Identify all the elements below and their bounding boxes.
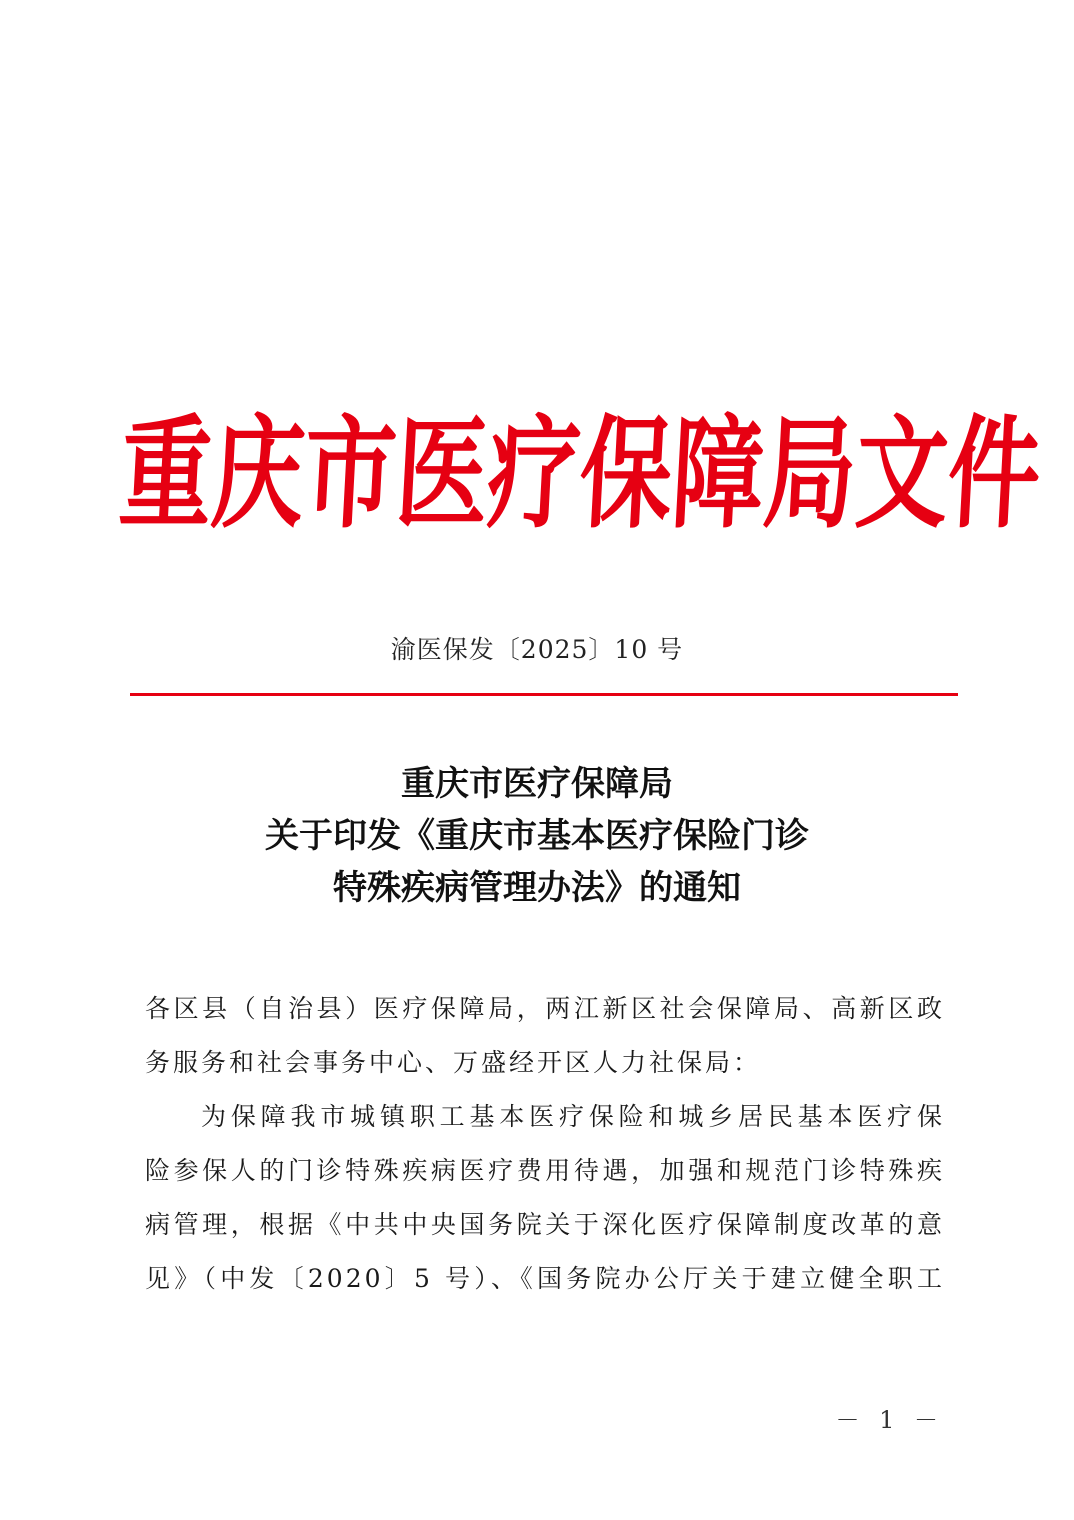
addressee-line: 务服务和社会事务中心、万盛经开区人力社保局： [145, 1048, 762, 1077]
masthead-char: 疗 [484, 403, 584, 545]
document-number: 渝医保发〔2025〕10 号 [390, 635, 684, 664]
paragraph-line: 见》（中发〔2020〕5 号）、《国务院办公厅关于建立健全职工 [145, 1264, 945, 1293]
page-number: － 1 － [835, 1406, 944, 1434]
masthead-title [116, 403, 1044, 545]
paragraph-line: 险参保人的门诊特殊疾病医疗费用待遇，加强和规范门诊特殊疾 [145, 1156, 945, 1185]
title-line: 特殊疾病管理办法》的通知 [333, 868, 741, 908]
paragraph-line: 病管理，根据《中共中央国务院关于深化医疗保障制度改革的意 [145, 1210, 945, 1239]
masthead-char: 障 [668, 403, 768, 545]
masthead-char: 保 [576, 403, 676, 545]
masthead-char: 医 [392, 403, 492, 545]
masthead-char: 局 [760, 403, 860, 545]
notice-title [0, 758, 1074, 914]
masthead-char: 件 [944, 403, 1044, 545]
masthead-char: 文 [852, 403, 952, 545]
paragraph-line: 为保障我市城镇职工基本医疗保险和城乡居民基本医疗保 [201, 1102, 945, 1131]
masthead-char: 重 [116, 403, 216, 545]
title-line: 重庆市医疗保障局 [401, 764, 673, 804]
title-line: 关于印发《重庆市基本医疗保险门诊 [265, 816, 809, 856]
masthead-char: 庆 [208, 403, 308, 545]
masthead-char: 市 [300, 403, 400, 545]
addressee-line: 各区县（自治县）医疗保障局，两江新区社会保障局、高新区政 [145, 994, 945, 1023]
body-text [145, 982, 945, 1306]
red-divider-line [130, 693, 958, 696]
